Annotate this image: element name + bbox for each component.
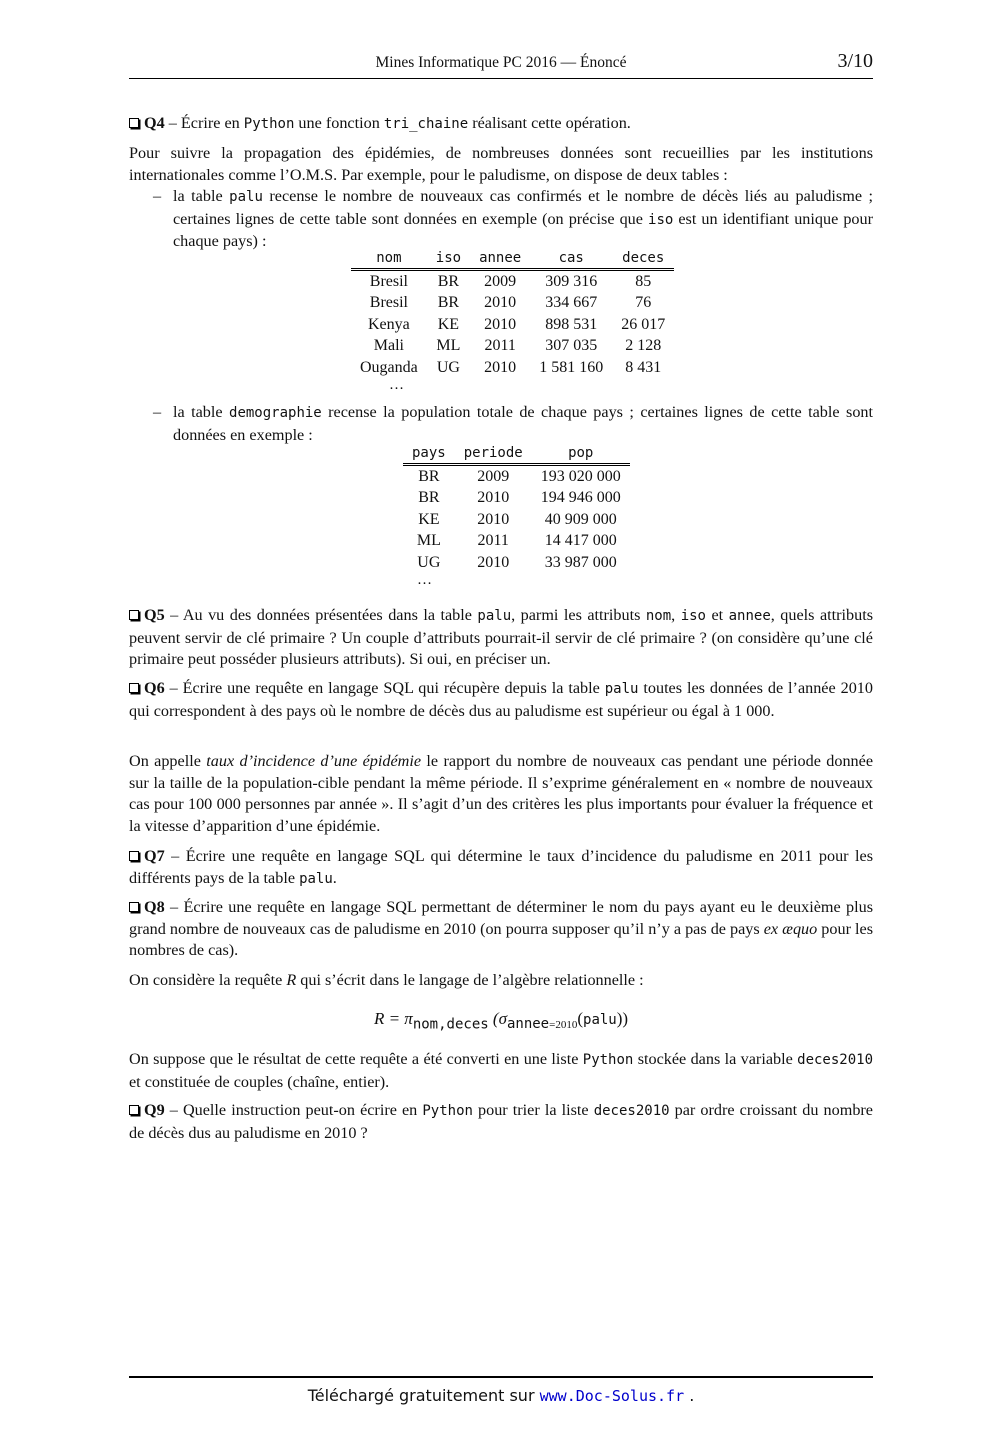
formula-argument: palu [583,1012,617,1028]
table-cell: 194 946 000 [540,489,621,507]
code: palu [229,189,263,205]
table-cell: ML [436,337,461,355]
table-cell: KE [418,510,440,528]
demographie-table [403,445,630,574]
table-cell: 309 316 [545,272,598,290]
list-item-demographie [153,402,873,446]
code: iso [680,608,706,624]
code: Python [422,1103,473,1119]
column-header: cas [530,250,612,270]
question-label: Q6 [144,679,165,697]
footer-rule [129,1376,873,1378]
text: toutes les données de l’année 2010 qui correspondent à des pays où le nombre de décès dus au paludisme est supérieur ou égal à 1 000. [129,679,873,720]
text: une fonction [294,114,384,132]
text: recense le nombre de nouveaux cas confirmés et le nombre de décès liés au paludisme ; certaines lignes de cette table sont données en exemple (on précise que [173,187,874,228]
text: qui s’écrit dans le langage de l’algèbre relationnelle : [296,971,644,989]
table-cell: BR [437,272,460,290]
table-cell: BR [437,294,460,312]
intro-paragraph [129,143,873,186]
table-cell: 307 035 [545,337,598,355]
table-cell: 193 020 000 [540,467,621,485]
text: réalisant cette opération. [468,114,631,132]
text: la table [173,403,230,421]
intro-text: Pour suivre la propagation des épidémies, de nombreuses données sont recueillies par les institutions internationales comme l’O.M.S. Par exemple, pour le paludisme, on dispose de deux tables : [129,144,873,184]
question-q8 [129,897,873,962]
table-cell: 40 909 000 [544,510,617,528]
footer-link[interactable]: www.Doc-Solus.fr [539,1387,685,1405]
question-label: Q4 [144,114,165,132]
text: . [332,868,337,887]
footer-end: . [684,1386,695,1405]
formula-paren: )) [616,1009,629,1028]
code: palu [299,870,333,887]
column-header: periode [455,445,532,465]
text: – Écrire une requête en langage SQL qui détermine le taux d’incidence du paludisme en 2011 pour les différents pays de la table [129,847,873,887]
table-cell: UG [417,553,441,571]
table-demographie [403,445,630,586]
table-row [351,270,674,293]
table-cell: 2010 [477,553,510,571]
list-dash: – [153,187,162,205]
formula-condition: =2010 [549,1019,578,1032]
formula-lhs: R = π [373,1009,413,1028]
table-cell: 76 [635,294,652,312]
table-cell: 2010 [484,294,517,312]
table-cell: 334 667 [545,294,598,312]
header-title: Mines Informatique PC 2016 — Énoncé [375,54,627,71]
formula-sigma: (σ [488,1009,507,1028]
incidence-paragraph [129,751,873,837]
column-header: deces [612,250,674,270]
text: la table [173,187,230,205]
footer-text: Téléchargé gratuitement sur [307,1386,540,1405]
emphasis: taux d’incidence d’une épidémie [206,752,422,770]
table-palu [351,250,674,391]
table-cell: 85 [635,272,652,290]
table-cell: 2009 [484,272,517,290]
emphasis: ex æquo [763,919,818,938]
code: palu [477,608,512,624]
table-cell: BR [418,467,440,485]
code: demographie [229,405,322,421]
text: – Au vu des données présentées dans la table [164,606,478,624]
text: – Quelle instruction peut-on écrire en [164,1101,423,1119]
text: est un identifiant unique pour chaque pays) : [173,209,873,251]
code: nom [645,608,672,624]
question-q6 [129,678,873,722]
question-q4 [129,113,873,136]
text: par ordre croissant du nombre de décès dus au paludisme en 2010 ? [129,1101,873,1142]
formula-paren: ( [577,1009,584,1028]
column-header: pays [403,445,455,465]
question-label: Q8 [144,898,165,916]
text: pour les nombres de cas). [129,919,873,960]
table-cell: ML [416,532,441,550]
table-cell: 2 128 [625,337,662,355]
table-cell: 2010 [477,489,510,507]
formula-selection-attr: annee [506,1016,550,1033]
page-footer [129,1386,873,1405]
checkbox-icon [129,118,139,128]
result-paragraph [129,1049,873,1093]
table-cell: Kenya [368,315,410,333]
checkbox-icon [129,683,139,693]
table-cell: 26 017 [621,315,666,333]
table-cell: Bresil [369,272,408,290]
table-cell: Mali [373,337,404,355]
table-cell: 2010 [484,315,517,333]
formula-projection: nom,deces [412,1016,489,1033]
text: , parmi les attributs [511,606,646,624]
question-label: Q7 [144,847,165,865]
question-q5 [129,605,873,671]
code: annee [728,608,771,624]
table-cell: 2010 [477,510,510,528]
variable: R [286,971,297,989]
algebra-paragraph [129,970,873,992]
table-ellipsis: … [389,376,404,393]
text: – Écrire une requête en langage SQL permettant de déterminer le nom du pays ayant eu le deuxième plus grand nombre de nouveaux cas de paludisme en 2010 (on pourra supposer qu’il n’y a pas de pays [129,898,873,938]
text: On considère la requête [129,971,287,989]
table-cell: 33 987 000 [544,553,617,571]
table-row [403,488,630,510]
question-label: Q5 [144,606,165,624]
column-header: nom [351,250,427,270]
list-item-palu [153,186,874,253]
table-cell: KE [437,315,460,333]
table-row [403,531,630,553]
code: deces2010 [797,1052,873,1068]
table-cell: 1 581 160 [539,358,604,376]
table-row [351,357,674,379]
code: deces2010 [593,1103,670,1119]
table-cell: 8 431 [625,358,662,376]
code: iso [648,211,674,228]
table-cell: Bresil [369,294,408,312]
code: Python [243,116,295,132]
question-q9 [129,1100,873,1144]
table-cell: BR [418,489,440,507]
text: , quels attributs peuvent servir de clé primaire ? Un couple d’attributs pourrait-il servir de clé primaire ? (on considère qu’une clé primaire peut posséder plusieurs attributs). Si oui, en préciser un. [129,606,873,669]
question-q7 [129,846,873,890]
list-dash: – [153,403,162,421]
code: Python [582,1052,634,1068]
text: – Écrire une requête en langage SQL qui récupère depuis la table [164,679,605,697]
table-row [403,465,630,488]
text: On suppose que le résultat de cette requête a été converti en une liste [129,1050,583,1068]
relational-formula [129,1009,873,1033]
question-label: Q9 [144,1101,165,1119]
text: , [671,606,681,624]
column-header: annee [470,250,530,270]
column-header: iso [427,250,470,270]
table-cell: 898 531 [545,315,598,333]
text: le rapport du nombre de nouveaux cas pendant une période donnée sur la taille de la population-cible pendant la même période. Il s’exprime généralement en « nombre de nouveaux cas pour 100 000 personnes par année ». Il s’agit d’un des critères les plus importants pour évaluer la fréquence et la vitesse d’apparition d’une épidémie. [129,752,874,835]
text: stockée dans la variable [633,1050,798,1068]
table-cell: 2010 [484,358,517,376]
code: tri_chaine [383,116,469,132]
text: On appelle [129,752,207,770]
table-cell: 14 417 000 [544,532,617,550]
table-row [403,552,630,574]
checkbox-icon [129,851,139,861]
table-row [403,509,630,531]
table-ellipsis: … [417,571,432,588]
table-cell: 2011 [484,337,516,355]
text: et [706,606,729,624]
table-cell: UG [436,358,460,376]
code: palu [604,681,639,697]
checkbox-icon [129,610,139,620]
checkbox-icon [129,1105,139,1115]
text: recense la population totale de chaque pays ; certaines lignes de cette table sont données en exemple : [173,403,873,444]
table-row [351,336,674,358]
text: – Écrire en [164,114,244,132]
page-header [129,52,873,79]
table-cell: 2009 [477,467,510,485]
table-cell: 2011 [477,532,509,550]
table-row [351,314,674,336]
palu-table [351,250,674,379]
text: et constituée de couples (chaîne, entier). [129,1072,390,1091]
checkbox-icon [129,902,139,912]
column-header: pop [532,445,630,465]
table-row [351,293,674,315]
text: pour trier la liste [472,1101,594,1119]
page-number: 3/10 [837,50,873,72]
table-cell: Ouganda [360,358,418,376]
